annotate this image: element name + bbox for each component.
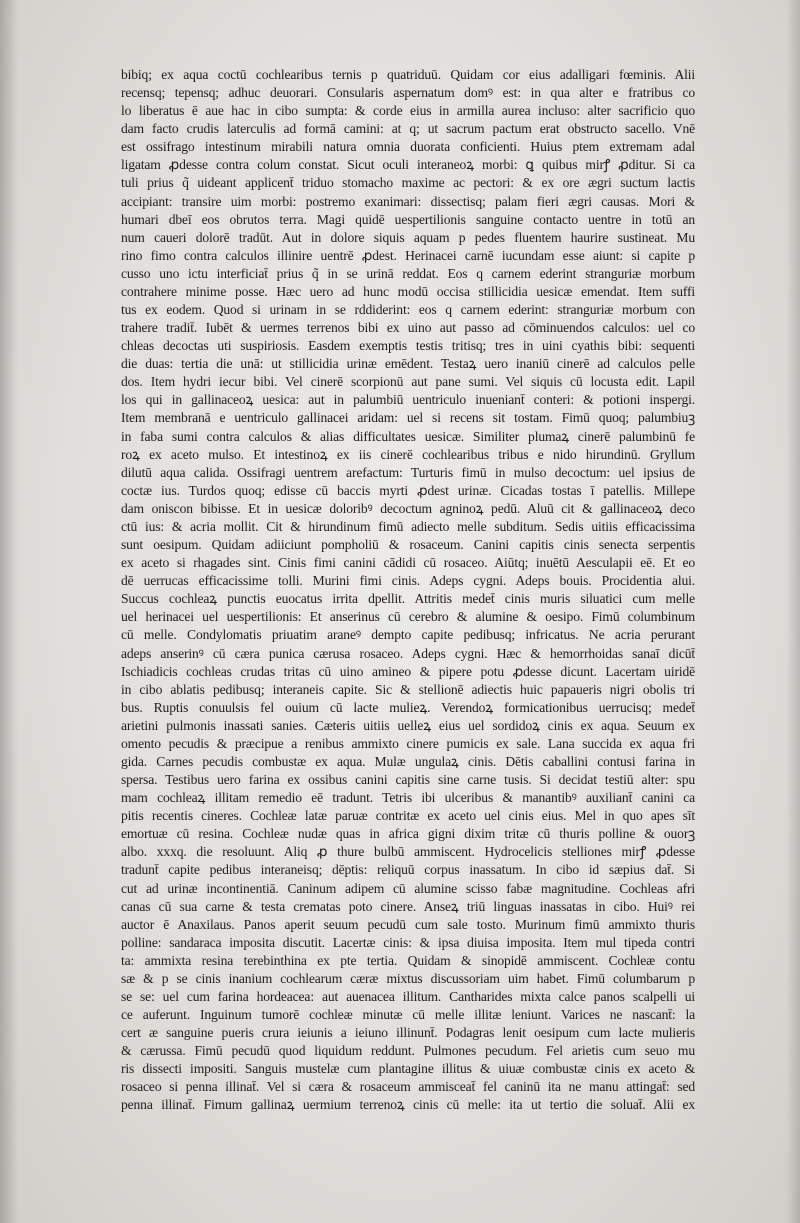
text-line: cusso uno ictu interficiat̄ prius q̃ in se urinā reddat. Eos q carnem ederint stranguriæ morbum bbox=[121, 265, 695, 281]
text-line: cū melle. Condylomatis priuatim araneꝰ dempto capite pedibusq; infricatus. Ne acria perurant bbox=[121, 627, 695, 643]
text-line: sunt oesipum. Quidam adiiciunt pompholiū & rosaceum. Canini capitis cinis senecta serpentis bbox=[121, 537, 695, 553]
text-line: chleas decoctas uti suspiriosis. Easdem exemptis testis tritisq; tres in uini cyathis bibi: sequenti bbox=[121, 338, 695, 354]
incunable-text-block bbox=[121, 66, 695, 1115]
text-line: tradunt̄ capite pedibus interaneisq; dēptis: reliquū corpus inassatum. In cibo id sæpius dat̄. Si bbox=[121, 862, 695, 878]
text-line: ta: ammixta resina terebinthina ex pte tertia. Quidam & sinopidē ammiscent. Cochleæ contu bbox=[121, 952, 695, 968]
text-line: rino fimo contra calculos illinire uentrē ꝓdest. Herinacei carnē iucundam esse aiunt: si capite p bbox=[121, 247, 695, 263]
page-edge-shadow-right bbox=[786, 0, 800, 1223]
text-line: cert æ sanguine pueris crura ieiunis a ieiuno illinunt̄. Podagras lenit oesipum cum lacte mulieris bbox=[121, 1025, 695, 1041]
text-line: spersa. Testibus uero farina ex ossibus canini capitis sine carne tusis. Si decidat testiū alter: spu bbox=[121, 772, 695, 788]
text-line: se se: uel cum farina hordeacea: aut auenacea illitum. Cantharides mixta calce panos scalpelli ui bbox=[121, 988, 695, 1004]
text-line: tus ex eodem. Quod si urinam in se rddiderint: eos q carnem ederint: stranguriæ morbum con bbox=[121, 302, 695, 318]
text-line: Item membranā e uentriculo gallinacei aridam: uel si recens sit tostam. Fimū quoq; palumbiuꝫ bbox=[121, 410, 695, 426]
text-line: humari dbeī eos obrutos terra. Magi quidē uespertilionis sanguine contacto uentre in totū an bbox=[121, 211, 695, 227]
text-line: recensq; tepensq; adhuc deuorari. Consularis aspernatum domꝰ est: in qua alter e fratribus co bbox=[121, 85, 695, 101]
text-line: in faba sumi contra calculos & alias difficultates uesicæ. Similiter plumaꝝ cinerē palumbinū fe bbox=[121, 428, 695, 444]
text-line: penna illinat̄. Fimum gallinaꝝ uermium terrenoꝝ cinis cū melle: ita ut tertio die soluat̄. Alii ex bbox=[121, 1097, 695, 1113]
text-line: mam cochleaꝝ illitam remedio eē tradunt. Tetris ibi ulceribus & manantibꝰ auxiliant̄ canini ca bbox=[121, 790, 695, 806]
text-line: dam facto crudis laterculis ad formā camini: at q; ut sacrum pactum erat obstructo sacello. Vnē bbox=[121, 121, 695, 137]
text-line: Succus cochleaꝝ punctis euocatus irrita dpellit. Attritis medet̄ cinis muris siluatici cum melle bbox=[121, 591, 695, 607]
text-line: bibiq; ex aqua coctū cochlearibus ternis p quatriduū. Quidam cor eius adalligari fœminis. Alii bbox=[121, 67, 695, 82]
text-line: polline: sandaraca imposita discutit. Lacertæ cinis: & ipsa diuisa imposita. Item mul tipeda contri bbox=[121, 934, 695, 950]
text-line: ris dissecti impositi. Sanguis mustelæ cum plantagine illitus & uiuæ combustæ cinis ex aceto & bbox=[121, 1061, 695, 1077]
text-line: omento pecudis & præcipue a renibus ammixto cinere pumicis ex sale. Lana succida ex aqua fri bbox=[121, 735, 695, 751]
text-line: emortuæ cū resina. Cochleæ nudæ quas in africa gigni dixim tritæ cū thuris polline & ouorꝫ bbox=[121, 826, 695, 842]
text-line: trahere tradit̄. Iubēt & uermes terrenos bibi ex uino aut passo ad cōminuendos calculos: uel co bbox=[121, 320, 695, 336]
text-line: ex aceto si rhagades sint. Cinis fimi canini cādidi cū rosaceo. Aiūtq; inuētū Aesculapii eē. Et eo bbox=[121, 555, 695, 571]
text-line: coctæ ius. Turdos quoq; edisse cū baccis myrti ꝓdest urinæ. Cicadas tostas ī patellis. Millepe bbox=[121, 482, 695, 498]
text-line: rosaceo si penna illinat̄. Vel si cæra & rosaceum ammisceat̄ fel caninū ita ne manu attingat̄: sed bbox=[121, 1079, 695, 1095]
text-line: die duas: tertia die unā: ut stillicidia urinæ emēdent. Testaꝝ uero inaniū cinerē ad calculos pelle bbox=[121, 356, 695, 372]
text-line: lo liberatus ē aue hac in cibo sumpta: & corde eius in armilla aurea incluso: alter sacrificio quo bbox=[121, 103, 695, 119]
text-line: Ischiadicis cochleas crudas tritas cū uino amineo & pipere potu ꝓdesse dicunt. Lacertam uiridē bbox=[121, 663, 695, 679]
text-line: arietini pulmonis inassati sanies. Cæteris uitiis uelleꝝ eius uel sordidoꝝ cinis ex aqua. Seuum ex bbox=[121, 717, 695, 733]
text-line: dos. Item hydri iecur bibi. Vel cinerē scorpionū aut pane sumi. Vel siquis cū locusta edit. Lapil bbox=[121, 374, 695, 390]
text-line: uel herinacei uel uespertilionis: Et anserinus cū cerebro & alumine & oesipo. Fimū columbinum bbox=[121, 609, 695, 625]
text-line: canas cū sua carne & testa crematas poto cinere. Anseꝝ triū linguas inassatas in cibo. Huiꝰ rei bbox=[121, 898, 695, 914]
text-line: ce auferunt. Inguinum tumorē cochleæ minutæ cū melle illitæ leniunt. Varices ne nascant̄: la bbox=[121, 1007, 695, 1023]
text-line: ctū ius: & acria mollit. Cit & hirundinum fimū adiecto melle subditum. Sedis uitiis efficacissima bbox=[121, 518, 695, 534]
text-line: auctor ē Anaxilaus. Panos aperit seuum pecudū cum sale tosto. Murinum fimū ammixto thuris bbox=[121, 916, 695, 932]
text-line: los qui in gallinaceoꝝ uesica: aut in palumbiū uentriculo inueniant̄ conteri: & potioni inspergi. bbox=[121, 392, 695, 408]
text-line: contrahere minime posse. Hæc uero ad hunc modū occisa stillicidia uesicæ emendat. Item suffi bbox=[121, 283, 695, 299]
text-line: sæ & p se cinis inanium cochlearum cæræ mixtus discussoriam uim habet. Fimū columbarum p bbox=[121, 970, 695, 986]
text-line: dam oniscon bibisse. Et in uesicæ doloribꝰ decoctum agninoꝝ pedū. Aluū cit & gallinaceoꝝ deco bbox=[121, 500, 695, 516]
text-line: cut ad urinæ incontinentiā. Caninum adipem cū alumine scisso fabæ magnitudine. Cochleas afri bbox=[121, 880, 695, 896]
text-line: pitis recentis cineres. Cochleæ latæ paruæ contritæ ex aceto uel cinis eius. Mel in quo apes sīt bbox=[121, 808, 695, 824]
text-line: & cærussa. Fimū pecudū quod liquidum reddunt. Pulmones pecudum. Fel arietis cum seuo mu bbox=[121, 1043, 695, 1059]
text-line: est ossifrago intestinum mirabili natura omnia duorata conficienti. Huius ptem extremam adal bbox=[121, 139, 695, 155]
text-line: accipiant: transire uim morbi: postremo exanimari: dissectisq; palam fieri ægri causas. Mori & bbox=[121, 193, 695, 209]
page-edge-shadow-left bbox=[0, 0, 18, 1223]
text-line: albo. xxxq. die resoluunt. Aliq ꝓ thure bulbū ammiscent. Hydrocelicis stelliones mirꝭ ꝓdesse bbox=[121, 844, 695, 860]
text-line: gida. Carnes pecudis combustæ ex aqua. Mulæ ungulaꝝ cinis. Dētis caballini contusi farina in bbox=[121, 753, 695, 769]
text-line: adeps anserinꝰ cū cæra punica cærusa rosaceo. Adeps cygni. Hæc & hemorrhoidas sanaī dicūt̄ bbox=[121, 645, 695, 661]
text-line: bus. Ruptis conuulsis fel ouium cū lacte mulieꝝ. Verendoꝝ formicationibus uerrucisq; medet̄ bbox=[121, 699, 695, 715]
text-line: ligatam ꝓdesse contra colum constat. Sicut oculi interaneoꝝ morbi: ꝗ quibus mirꝭ ꝓditur. Si ca bbox=[121, 157, 695, 173]
text-line: in cibo ablatis pedibusq; interaneis capite. Sic & stellionē adiectis huic papaueris nigri obolis tri bbox=[121, 681, 695, 697]
text-line: roꝝ ex aceto mulso. Et intestinoꝝ ex iis cinerē cochlearibus tribus e nido hirundinū. Gryllum bbox=[121, 446, 695, 462]
text-line: dē uerrucas efficacissime tolli. Murini fimi cinis. Adeps cygni. Adeps bouis. Procidentia alui. bbox=[121, 573, 695, 589]
text-line: dilutū aqua calida. Ossifragi uentrem arefactum: Turturis fimū in mulso decoctum: uel ipsius de bbox=[121, 464, 695, 480]
text-line: tuli prius q̃ uideant applicent̄ triduo stomacho maxime ac pectori: & ex ore ægri suctum lactis bbox=[121, 175, 695, 191]
text-line: num caueri dolorē tradūt. Aut in dolore siquis aquam p pedes fluentem haurire sustineat. Mu bbox=[121, 229, 695, 245]
